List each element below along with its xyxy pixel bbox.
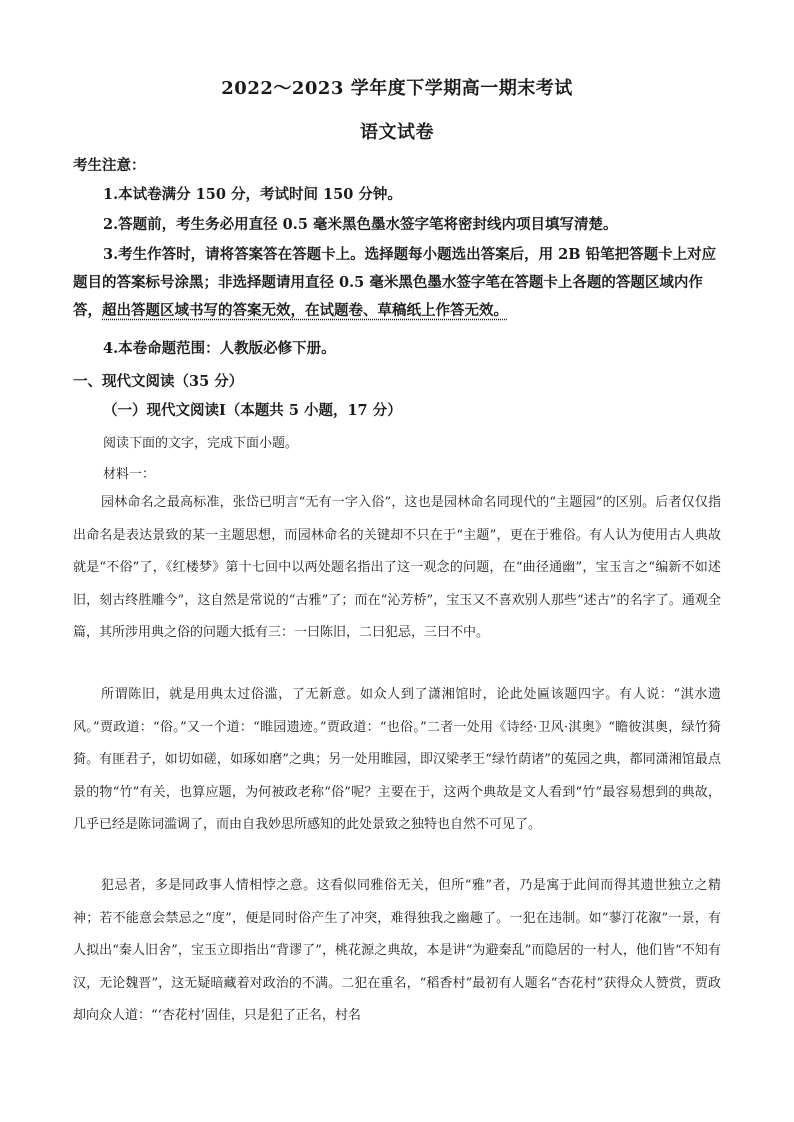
notice-item-1: 1.本试卷满分 150 分，考试时间 150 分钟。 [103, 186, 402, 203]
subsection-title: （一）现代文阅读Ⅰ（本题共 5 小题，17 分） [103, 402, 402, 419]
paragraph-3: 犯忌者，多是同政事人情相悖之意。这看似同雅俗无关，但所“雅”者，乃是寓于此间而得其遗世独立之精神；若不能意会禁忌之“度”，便是同时俗产生了冲突，难得独我之幽趣了。一犯在违制。如“蓼汀花溆”一景，有人拟出“秦人旧舍”，宝玉立即指出“背谬了”，桃花源之典故，本是讲“为避秦乱”而隐居的一村人，他们皆“不知有汉，无论魏晋”，这无疑暗藏着对政治的不满。二犯在重名，“稻香村”最初有人题名“杏花村”获得众人赞赏，贾政却向众人道：“‘杏花村’固佳，只是犯了正名，村名 [73, 878, 721, 1023]
section-title: 一、现代文阅读（35 分） [73, 373, 244, 390]
exam-title: 2022～2023 学年度下学期高一期末考试 [221, 78, 573, 99]
paragraph-1: 园林命名之最高标准，张岱已明言“无有一字入俗”，这也是园林命名同现代的“主题园”的区别。后者仅仅指出命名是表达景致的某一主题思想，而园林命名的关键却不只在于“主题”，更在于雅俗。有人认为使用古人典故就是“不俗”了，《红楼梦》第十七回中以两处题名指出了这一观念的问题，在“曲径通幽”，宝玉言之“编新不如述旧，刻古终胜雕今”，这自然是常说的“古雅”了；而在“沁芳桥”，宝玉又不喜欢别人那些“述古”的名字了。通观全篇，其所涉用典之俗的问题大抵有三：一曰陈旧，二曰犯忌，三曰不中。 [73, 495, 721, 640]
notice-item-3-emphasis: 超出答题区域书写的答案无效，在试题卷、草稿纸上作答无效。 [102, 302, 508, 319]
paragraph-2: 所谓陈旧，就是用典太过俗滥，了无新意。如众人到了潇湘馆时，论此处匾该题四字。有人说：“淇水遗风。”贾政道：“俗。”又一个道：“睢园遗迹。”贾政道：“也俗。”二者一处用《诗经·卫风·淇奥》“瞻彼淇奥，绿竹猗猗。有匪君子，如切如磋，如琢如磨”之典；另一处用睢园，即汉梁孝王“绿竹荫诸”的菟园之典，都同潇湘馆最点景的物“竹”有关，也算应题，为何被政老称“俗”呢？主要在于，这两个典故是文人看到“竹”最容易想到的典故，几乎已经是陈词滥调了，而由自我妙思所感知的此处景致之独特也自然不可见了。 [73, 687, 721, 832]
material-label: 材料一： [103, 467, 156, 482]
notice-item-3 [73, 241, 723, 325]
reading-instruction: 阅读下面的文字，完成下面小题。 [103, 436, 299, 451]
exam-subtitle: 语文试卷 [360, 122, 434, 143]
notice-item-4: 4.本卷命题范围：人教版必修下册。 [103, 340, 336, 357]
notice-item-3-text: 3.考生作答时，请将答案答在答题卡上。选择题每小题选出答案后，用 2B 铅笔把答题卡上对应题目的答案标号涂黑；非选择题请用直径 0.5 毫米黑色墨水签字笔在答题卡上各题的答题区域内作答， [73, 246, 717, 319]
notice-item-2: 2.答题前，考生务必用直径 0.5 毫米黑色墨水签字笔将密封线内项目填写清楚。 [103, 216, 618, 233]
notice-heading: 考生注意： [73, 157, 146, 174]
